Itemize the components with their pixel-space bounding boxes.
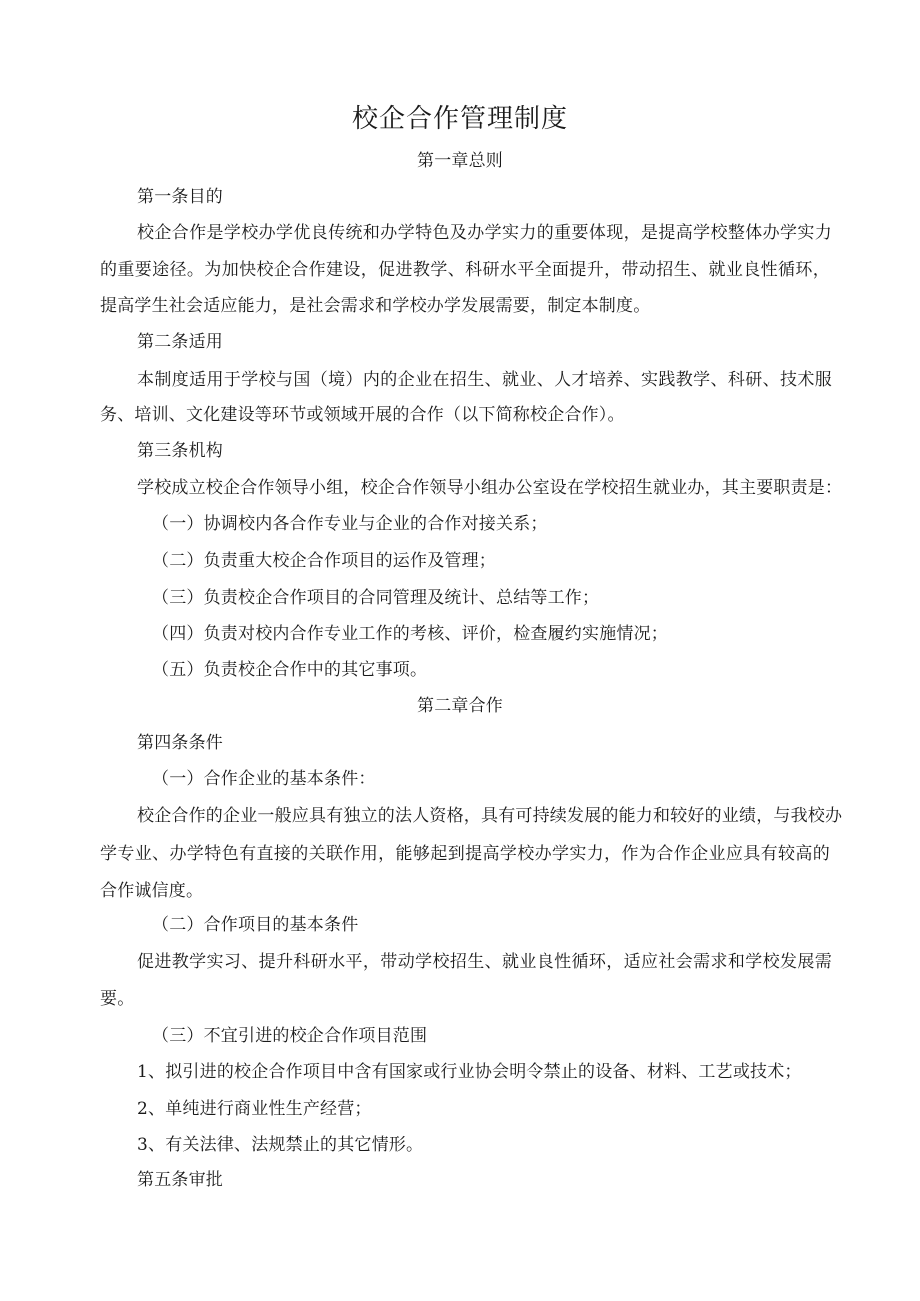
article4-paragraph-line: 学专业、办学特色有直接的关联作用，能够起到提高学校办学实力，作为合作企业应具有较高的 [100,844,830,864]
article1-paragraph-line: 提高学生社会适应能力，是社会需求和学校办学发展需要，制定本制度。 [100,296,651,316]
article4-paragraph-line: 校企合作的企业一般应具有独立的法人资格，具有可持续发展的能力和较好的业绩，与我校办 [137,806,843,826]
article3-duty-item: （四）负责对校内合作专业工作的考核、评价，检查履约实施情况； [152,624,668,644]
article-heading-3: 第三条机构 [137,441,223,461]
article4-paragraph-line: 合作诚信度。 [100,881,204,901]
article3-duty-item: （一）协调校内各合作专业与企业的合作对接关系； [152,514,548,534]
article3-duty-item: （五）负责校企合作中的其它事项。 [152,660,428,680]
article4-paragraph-line: 促进教学实习、提升科研水平，带动学校招生、就业良性循环，适应社会需求和学校发展需 [137,952,832,972]
chapter-heading-2: 第二章合作 [417,696,503,716]
article4-paragraph-line: 要。 [100,989,135,1009]
chapter-heading-1: 第一章总则 [417,151,503,171]
article2-paragraph-line: 本制度适用于学校与国（境）内的企业在招生、就业、人才培养、实践教学、科研、技术服 [137,370,832,390]
article-heading-4: 第四条条件 [137,733,223,753]
article4-prohibited-item: 3、有关法律、法规禁止的其它情形。 [137,1135,424,1155]
article-heading-2: 第二条适用 [137,332,223,352]
page-title: 校企合作管理制度 [351,104,568,134]
article-heading-1: 第一条目的 [137,187,223,207]
article4-subheading: （三）不宜引进的校企合作项目范围 [152,1026,428,1046]
article4-subheading: （一）合作企业的基本条件： [152,769,376,789]
article4-prohibited-item: 1、拟引进的校企合作项目中含有国家或行业协会明令禁止的设备、材料、工艺或技术； [137,1062,802,1082]
article1-paragraph-line: 校企合作是学校办学优良传统和办学特色及办学实力的重要体现，是提高学校整体办学实力 [137,223,832,243]
article3-duty-item: （二）负责重大校企合作项目的运作及管理； [152,551,496,571]
article3-paragraph: 学校成立校企合作领导小组，校企合作领导小组办公室设在学校招生就业办，其主要职责是： [137,478,843,498]
article-heading-5: 第五条审批 [137,1170,223,1190]
article2-paragraph-line: 务、培训、文化建设等环节或领域开展的合作（以下简称校企合作）。 [100,405,625,425]
article4-prohibited-item: 2、单纯进行商业性生产经营； [137,1099,372,1119]
article4-subheading: （二）合作项目的基本条件 [152,915,359,935]
article1-paragraph-line: 的重要途径。为加快校企合作建设，促进教学、科研水平全面提升，带动招生、就业良性循环， [100,260,830,280]
article3-duty-item: （三）负责校企合作项目的合同管理及统计、总结等工作； [152,588,600,608]
